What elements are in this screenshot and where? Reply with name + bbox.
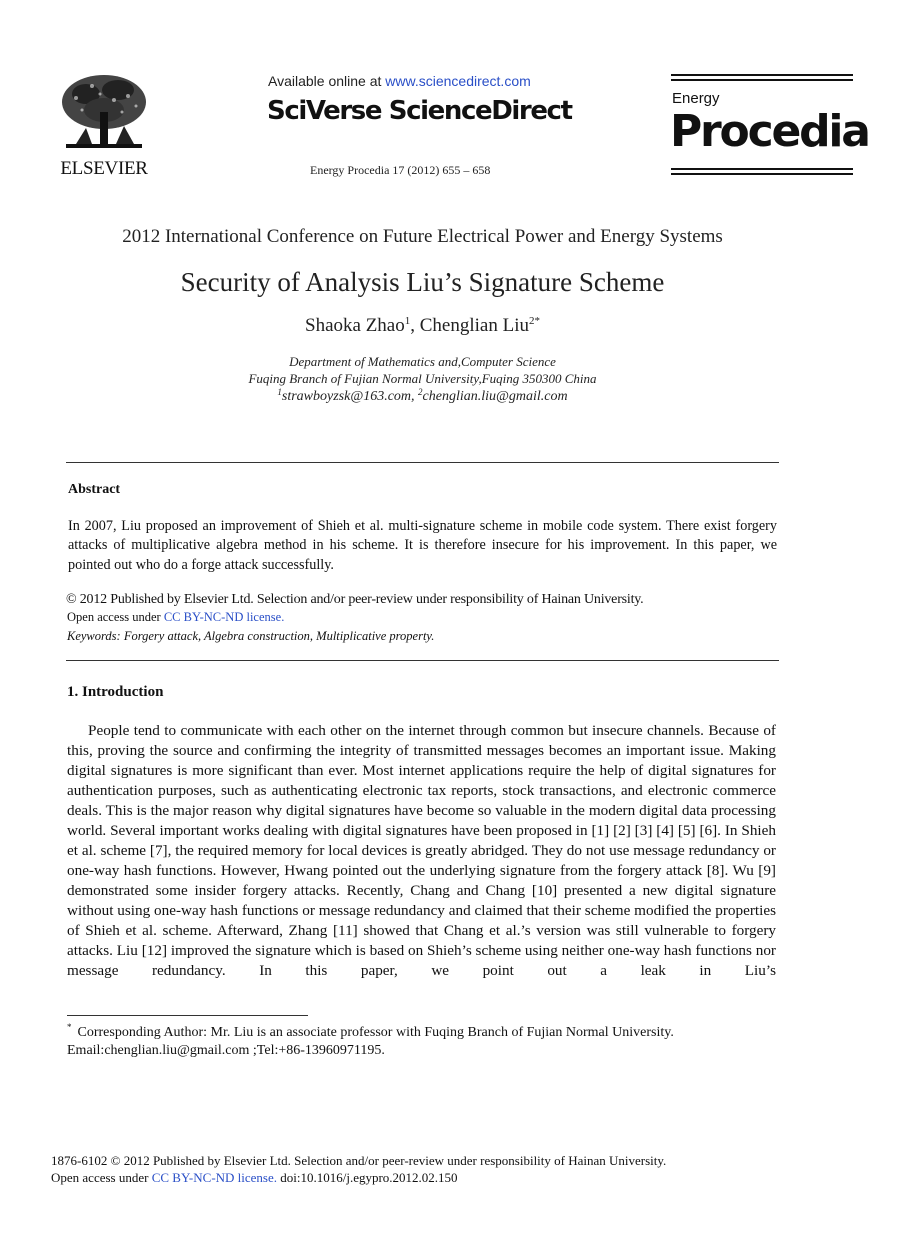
divider [66, 462, 779, 463]
footnote-marker: * [67, 1022, 72, 1032]
divider [66, 660, 779, 661]
section-heading: 1. Introduction [67, 684, 164, 700]
introduction-text: People tend to communicate with each other on the internet through common but insecure channels. Because of this, proving the source and confirming the integrity of transmitted messages becomes an important issue. Making digital signatures is more significant than ever. Most internet applications require the help of digital signatures for authentication purposes, such as authenticating electronic tax reports, stock transactions, and electronic commerce deals. This is the major reason why digital signatures have become so valuable in the modern digital data processing world. Several important works dealing with digital signatures have been proposed in [1] [2] [3] [4] [5] [6]. In Shieh et al. scheme [7], the required memory for local devices is greatly abridged. They do not use message redundancy or one-way hash functions. However, Hwang pointed out the underlying signature from the forgery attack [8]. Wu [9] demonstrated some insider forgery attacks. Recently, Chang and Chang [10] presented a new digital signature without using one-way hash functions or message redundancy and claimed that their scheme modified the properties of Shieh et al. scheme. Afterward, Zhang [11] showed that Chang et al.’s version was still vulnerable to forgery attacks. Liu [12] improved the signature which is based on Shieh’s scheme using neither one-way hash functions nor message redundancy. In this paper, we point out a leak in Liu’s [67, 722, 776, 979]
license-link[interactable]: CC BY-NC-ND license. [163, 610, 285, 624]
author-affiliation-marker: 2* [528, 315, 540, 327]
logo-rule [671, 74, 853, 76]
author-name: Chenglian Liu [419, 315, 529, 336]
sciencedirect-link[interactable]: www.sciencedirect.com [385, 73, 531, 89]
email-marker: 2 [418, 387, 423, 397]
paper-title: Security of Analysis Liu’s Signature Scheme [180, 267, 665, 297]
author-email[interactable]: strawboyzsk@163.com, [281, 389, 419, 404]
abstract-heading: Abstract [68, 482, 121, 497]
email-marker: 1 [277, 387, 282, 397]
logo-rule [671, 168, 853, 170]
available-online-label: Available online at [268, 73, 386, 89]
footer-doi: doi:10.1016/j.egypro.2012.02.150 [277, 1170, 458, 1185]
available-online-line [268, 73, 531, 89]
footnote-author [67, 1022, 674, 1041]
sciverse-logo: SciVerse ScienceDirect [267, 96, 572, 126]
affiliation-department: Department of Mathematics and,Computer Science [289, 354, 556, 369]
logo-rule [671, 79, 853, 81]
affiliation-institution: Fuqing Branch of Fujian Normal University,Fuqing 350300 China [248, 371, 597, 386]
author-separator: , [410, 315, 420, 336]
author-email[interactable]: chenglian.liu@gmail.com [422, 389, 568, 404]
author-name: Shaoka Zhao [305, 315, 405, 336]
elsevier-logo [56, 72, 152, 182]
footer-copyright: 1876-6102 © 2012 Published by Elsevier Ltd. Selection and/or peer-review under responsibility of Hainan University. [51, 1153, 667, 1168]
elsevier-wordmark: ELSEVIER [60, 158, 148, 179]
footnote-rule [67, 1015, 308, 1016]
footnote-text: Corresponding Author: Mr. Liu is an associate professor with Fuqing Branch of Fujian Normal University. [77, 1025, 674, 1040]
journal-reference: Energy Procedia 17 (2012) 655 – 658 [310, 163, 491, 177]
footer-license-doi [51, 1170, 458, 1186]
abstract-text: In 2007, Liu proposed an improvement of Shieh et al. multi-signature scheme in mobile code system. There exist forgery attacks of multiplicative algebra method in his scheme. It is therefore insecure for his improvement. In this paper, we pointed out who do a forge attack successfully. [68, 518, 777, 573]
conference-name: 2012 International Conference on Future Electrical Power and Energy Systems [122, 226, 723, 247]
energy-procedia-logo [670, 74, 869, 176]
copyright-notice: © 2012 Published by Elsevier Ltd. Selection and/or peer-review under responsibility of Hainan University. [66, 592, 644, 607]
logo-procedia-word: Procedia [670, 106, 869, 157]
footer-open-access-label: Open access under [51, 1170, 152, 1185]
introduction-paragraph [67, 721, 776, 981]
open-access-label: Open access under [67, 610, 164, 624]
logo-rule [671, 173, 853, 175]
elsevier-tree-icon [56, 72, 152, 156]
author-list [0, 315, 845, 337]
open-access-line [67, 610, 284, 625]
author-emails [0, 387, 845, 405]
keywords: Keywords: Forgery attack, Algebra construction, Multiplicative property. [67, 629, 435, 643]
logo-energy-word: Energy [672, 90, 720, 107]
footnote-contact: Email:chenglian.liu@gmail.com ;Tel:+86-13960971195. [67, 1043, 385, 1058]
footer-license-link[interactable]: CC BY-NC-ND license. [151, 1170, 278, 1185]
author-affiliation-marker: 1 [404, 315, 411, 327]
